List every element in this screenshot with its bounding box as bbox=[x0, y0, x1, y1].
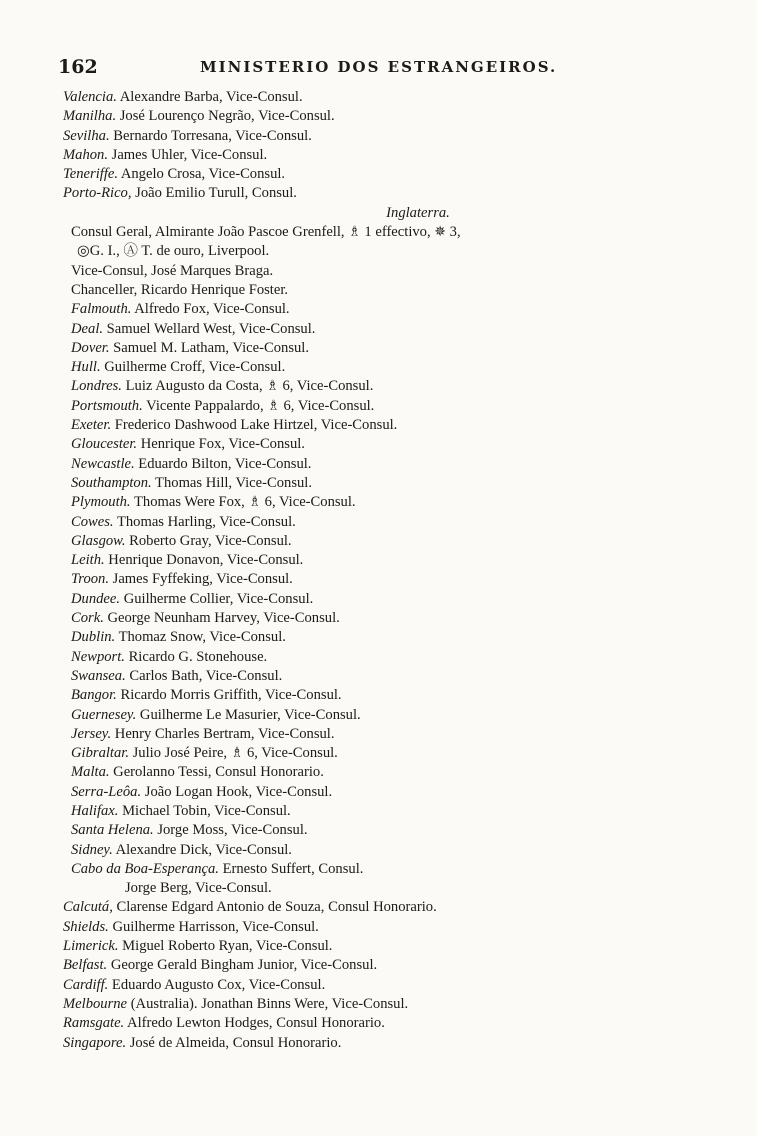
list-item bbox=[63, 841, 713, 860]
place-name: Calcutá, bbox=[63, 899, 113, 916]
cabo-second-line: Jorge Berg, Vice-Consul. bbox=[125, 880, 272, 897]
running-title: MINISTERIO DOS ESTRANGEIROS. bbox=[200, 58, 558, 76]
entry-text-after: 6, Vice-Consul. bbox=[261, 494, 356, 511]
list-item bbox=[63, 1014, 713, 1033]
place-name: Gibraltar. bbox=[71, 745, 129, 762]
place-name: Belfast. bbox=[63, 957, 108, 974]
consul-geral-text-c: 3, bbox=[446, 224, 461, 241]
entry-text: Alexandre Barba, Vice-Consul. bbox=[116, 89, 303, 105]
entry-text: (Australia). Jonathan Binns Were, Vice-Consul. bbox=[127, 995, 409, 1012]
list-item bbox=[63, 628, 713, 647]
list-item bbox=[63, 474, 713, 493]
place-name: Deal. bbox=[71, 320, 104, 337]
entry-text: Samuel Wellard West, Vice-Consul. bbox=[103, 320, 316, 337]
place-name: Glasgow. bbox=[71, 532, 126, 549]
place-name: Valencia. bbox=[63, 89, 117, 105]
entry-text: George Neunham Harvey, Vice-Consul. bbox=[103, 610, 340, 627]
list-item bbox=[63, 686, 713, 705]
consul-geral-line bbox=[63, 223, 713, 242]
page-header bbox=[58, 56, 698, 80]
entry-text: Miguel Roberto Ryan, Vice-Consul. bbox=[118, 938, 333, 955]
place-name: Shields. bbox=[63, 918, 109, 935]
list-item bbox=[63, 590, 713, 609]
list-item bbox=[63, 1034, 713, 1053]
entry-text: Angelo Crosa, Vice-Consul. bbox=[118, 166, 286, 183]
place-name: Halifax. bbox=[71, 802, 119, 819]
entry-text: Clarense Edgard Antonio de Souza, Consul Honorario. bbox=[112, 899, 437, 916]
page-number: 162 bbox=[58, 56, 98, 78]
list-item bbox=[63, 416, 713, 435]
place-name: Serra-Leôa. bbox=[71, 783, 142, 800]
entry-text-after: 6, Vice-Consul. bbox=[243, 745, 338, 762]
list-item bbox=[63, 802, 713, 821]
entry-text: Thomas Hill, Vice-Consul. bbox=[151, 474, 312, 491]
list-item bbox=[63, 725, 713, 744]
place-name: Porto-Rico, bbox=[63, 185, 132, 202]
entry-text: Henry Charles Bertram, Vice-Consul. bbox=[111, 725, 335, 742]
place-name: Londres. bbox=[71, 378, 122, 395]
place-name: Cabo da Boa-Esperança. bbox=[71, 860, 219, 877]
entry-text: Eduardo Bilton, Vice-Consul. bbox=[134, 455, 312, 472]
list-item bbox=[63, 821, 713, 840]
entry-text: Guilherme Collier, Vice-Consul. bbox=[120, 590, 314, 607]
entry-text: Roberto Gray, Vice-Consul. bbox=[125, 532, 292, 549]
place-name: Southampton. bbox=[71, 474, 152, 491]
entry-text: Gerolanno Tessi, Consul Honorario. bbox=[109, 764, 324, 781]
vice-consul-line: Vice-Consul, José Marques Braga. bbox=[71, 262, 274, 279]
consul-geral-text: Consul Geral, Almirante João Pascoe Grenfell, bbox=[71, 224, 349, 241]
list-item bbox=[63, 763, 713, 782]
list-item bbox=[63, 435, 713, 454]
entry-text: Guilherme Harrisson, Vice-Consul. bbox=[108, 918, 319, 935]
place-name: Ramsgate. bbox=[63, 1015, 125, 1032]
entry-text: Luiz Augusto da Costa, bbox=[121, 378, 267, 395]
entry-text: Bernardo Torresana, Vice-Consul. bbox=[109, 127, 312, 144]
order-star-icon: ✵ bbox=[434, 225, 446, 241]
entry-text: George Gerald Bingham Junior, Vice-Consul. bbox=[107, 957, 378, 974]
order-insignia-icon: ♗ bbox=[248, 495, 262, 511]
entry-text: Carlos Bath, Vice-Consul. bbox=[125, 667, 283, 684]
place-name: Cardiff. bbox=[63, 976, 109, 993]
order-insignia-icon: ♗ bbox=[266, 379, 279, 395]
list-item bbox=[63, 918, 713, 937]
place-name: Cowes. bbox=[71, 513, 114, 530]
place-name: Singapore. bbox=[63, 1034, 127, 1051]
entry-text: Michael Tobin, Vice-Consul. bbox=[118, 802, 291, 819]
list-item bbox=[63, 995, 713, 1014]
place-name: Dundee. bbox=[71, 590, 121, 607]
entry-text: Guilherme Le Masurier, Vice-Consul. bbox=[136, 706, 361, 723]
entry-text: Thomas Were Fox, bbox=[130, 494, 249, 511]
entry-text: Thomaz Snow, Vice-Consul. bbox=[115, 629, 286, 646]
section-title: Inglaterra. bbox=[386, 204, 450, 221]
list-item bbox=[63, 165, 713, 184]
entry-text: James Uhler, Vice-Consul. bbox=[108, 146, 268, 163]
entry-text: José Lourenço Negrão, Vice-Consul. bbox=[116, 108, 335, 125]
place-name: Portsmouth. bbox=[71, 397, 143, 414]
place-name: Melbourne bbox=[63, 995, 128, 1012]
list-item bbox=[63, 320, 713, 339]
place-name: Hull. bbox=[71, 359, 101, 376]
entry-text: Henrique Fox, Vice-Consul. bbox=[137, 436, 305, 453]
list-item bbox=[63, 146, 713, 165]
list-item bbox=[63, 107, 713, 126]
list-item bbox=[63, 493, 713, 512]
entry-text-after: 6, Vice-Consul. bbox=[278, 378, 374, 395]
place-name: Exeter. bbox=[71, 417, 112, 434]
entry-text: Samuel M. Latham, Vice-Consul. bbox=[109, 339, 310, 356]
list-item bbox=[63, 455, 713, 474]
list-item bbox=[63, 898, 713, 917]
list-item bbox=[63, 860, 713, 879]
place-name: Dover. bbox=[71, 339, 110, 356]
list-item bbox=[63, 127, 713, 146]
consul-list bbox=[63, 88, 713, 1053]
list-item bbox=[63, 609, 713, 628]
entry-text: Alfredo Lewton Hodges, Consul Honorario. bbox=[124, 1015, 385, 1032]
entry-text: Thomas Harling, Vice-Consul. bbox=[113, 513, 296, 530]
list-item bbox=[63, 937, 713, 956]
list-item bbox=[63, 667, 713, 686]
chanceller-line: Chanceller, Ricardo Henrique Foster. bbox=[71, 281, 289, 298]
list-item bbox=[63, 648, 713, 667]
place-name: Falmouth. bbox=[71, 301, 132, 318]
place-name: Malta. bbox=[71, 764, 110, 781]
entry-text: João Emilio Turull, Consul. bbox=[131, 185, 297, 202]
place-name: Leith. bbox=[71, 552, 105, 569]
place-name: Newport. bbox=[71, 648, 125, 665]
order-insignia-icon: ♗ bbox=[230, 746, 244, 762]
list-item bbox=[63, 339, 713, 358]
list-item bbox=[63, 184, 713, 203]
entry-text: Guilherme Croff, Vice-Consul. bbox=[100, 359, 286, 376]
place-name: Limerick. bbox=[63, 938, 119, 955]
list-item bbox=[63, 397, 713, 416]
entry-text: Vicente Pappalardo, bbox=[142, 397, 268, 414]
place-name: Dublin. bbox=[71, 629, 116, 646]
list-item bbox=[63, 976, 713, 995]
list-item bbox=[63, 570, 713, 589]
entry-text: Frederico Dashwood Lake Hirtzel, Vice-Consul. bbox=[111, 417, 398, 434]
place-name: Newcastle. bbox=[71, 455, 135, 472]
entry-text: Alexandre Dick, Vice-Consul. bbox=[112, 841, 292, 858]
list-item bbox=[63, 300, 713, 319]
place-name: Sevilha. bbox=[63, 127, 110, 144]
list-item bbox=[63, 513, 713, 532]
list-item bbox=[63, 88, 713, 107]
entry-text: Ricardo Morris Griffith, Vice-Consul. bbox=[116, 687, 342, 704]
entry-text: José de Almeida, Consul Honorario. bbox=[126, 1034, 342, 1051]
entry-text: Henrique Donavon, Vice-Consul. bbox=[104, 552, 304, 569]
place-name: Swansea. bbox=[71, 667, 126, 684]
order-insignia-icon: ♗ bbox=[348, 225, 361, 241]
place-name: Cork. bbox=[71, 610, 104, 627]
entry-text: Eduardo Augusto Cox, Vice-Consul. bbox=[108, 976, 326, 993]
place-name: Troon. bbox=[71, 571, 109, 588]
place-name: Jersey. bbox=[71, 725, 112, 742]
entry-text: Alfredo Fox, Vice-Consul. bbox=[131, 301, 290, 318]
place-name: Plymouth. bbox=[71, 494, 131, 511]
entry-text: João Logan Hook, Vice-Consul. bbox=[141, 783, 333, 800]
list-item bbox=[63, 706, 713, 725]
entry-text: Jorge Moss, Vice-Consul. bbox=[153, 822, 308, 839]
consul-geral-decorations: ◎G. I., Ⓐ T. de ouro, Liverpool. bbox=[77, 243, 270, 260]
entry-text: Ricardo G. Stonehouse. bbox=[124, 648, 268, 665]
list-item bbox=[63, 956, 713, 975]
list-item bbox=[63, 744, 713, 763]
place-name: Guernesey. bbox=[71, 706, 137, 723]
consul-geral-text-b: 1 effectivo, bbox=[360, 224, 435, 241]
place-name: Manilha. bbox=[63, 108, 117, 125]
place-name: Gloucester. bbox=[71, 436, 138, 453]
place-name: Sidney. bbox=[71, 841, 113, 858]
entry-text: James Fyffeking, Vice-Consul. bbox=[109, 571, 293, 588]
list-item bbox=[63, 358, 713, 377]
order-insignia-icon: ♗ bbox=[267, 398, 280, 414]
place-name: Santa Helena. bbox=[71, 822, 154, 839]
entry-text: Julio José Peire, bbox=[128, 745, 231, 762]
entry-text-after: 6, Vice-Consul. bbox=[279, 397, 375, 414]
entry-text: Ernesto Suffert, Consul. bbox=[218, 860, 364, 877]
list-item bbox=[63, 532, 713, 551]
list-item bbox=[63, 377, 713, 396]
list-item bbox=[63, 783, 713, 802]
place-name: Mahon. bbox=[63, 146, 108, 163]
place-name: Bangor. bbox=[71, 687, 117, 704]
place-name: Teneriffe. bbox=[63, 166, 118, 183]
list-item bbox=[63, 551, 713, 570]
